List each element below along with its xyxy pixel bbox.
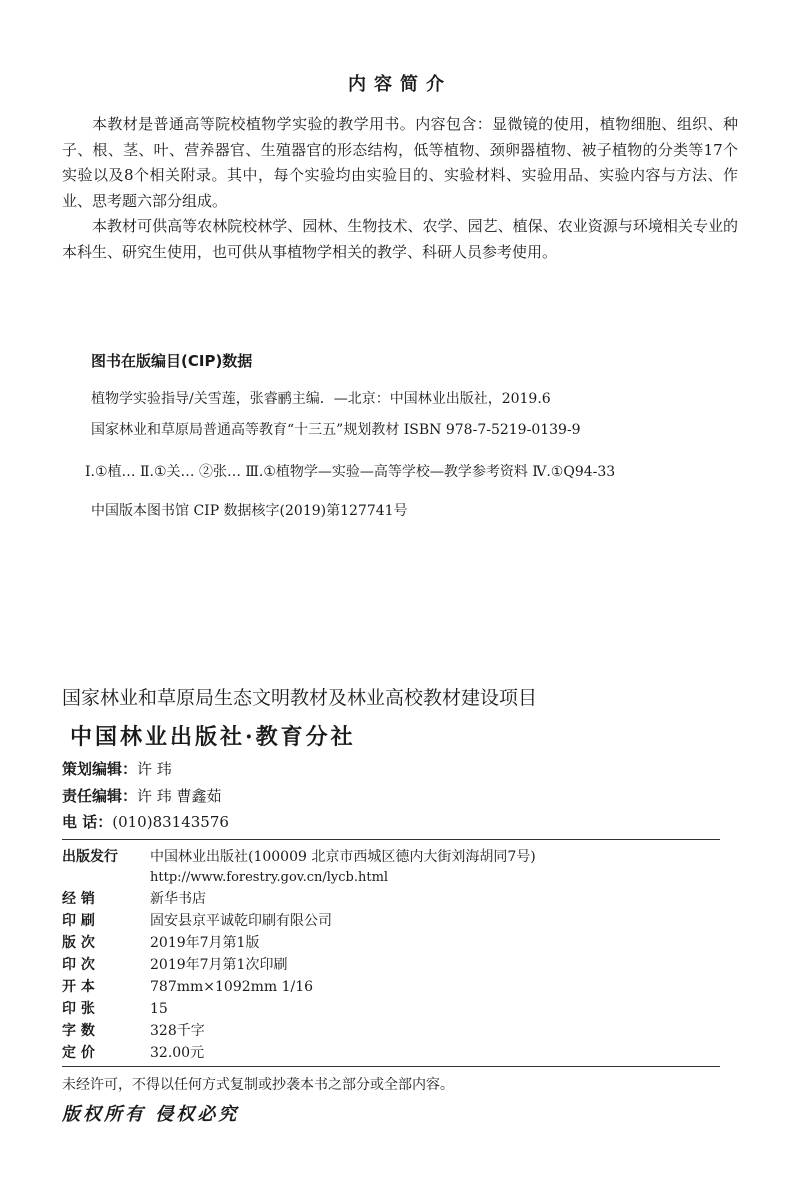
phone-value: (010)83143576 (112, 813, 229, 831)
summary-title: 内容简介 (348, 74, 452, 95)
divider (62, 1066, 720, 1067)
spec-value: 328千字 (150, 1023, 205, 1039)
phone-label: 电 话： (62, 813, 113, 831)
spec-value: 新华书店 (150, 891, 206, 907)
cip-line: 中国版本图书馆 CIP 数据核字(2019)第127741号 (91, 503, 408, 519)
editor-label: 策划编辑： (62, 760, 138, 778)
cip-heading: 图书在版编目(CIP)数据 (91, 352, 253, 370)
spec-key: 出版发行 (62, 849, 118, 865)
spec-row-distributor (62, 889, 206, 909)
editor-value: 许 玮 曹鑫茹 (137, 787, 222, 805)
spec-row-format (62, 977, 313, 997)
spec-key: 经 销 (62, 891, 95, 907)
cip-line: Ⅰ.①植… Ⅱ.①关… ②张… Ⅲ.①植物学—实验—高等学校—教学参考资料 Ⅳ.①Q94-33 (85, 464, 616, 480)
spec-value: 2019年7月第1次印刷 (150, 957, 288, 973)
cip-line: 植物学实验指导/关雪莲，张睿鹂主编．—北京：中国林业出版社，2019.6 (91, 391, 551, 407)
spec-value: 32.00元 (150, 1045, 205, 1061)
spec-row-wordcount (62, 1021, 205, 1041)
rights-reserved: 版权所有 侵权必究 (62, 1104, 240, 1125)
spec-value: 15 (150, 1001, 168, 1017)
spec-key: 字 数 (62, 1023, 95, 1039)
spec-value: 787mm×1092mm 1/16 (150, 979, 314, 995)
spec-value: 2019年7月第1版 (150, 935, 260, 951)
spec-row-sheets (62, 999, 168, 1019)
summary-paragraph: 本教材可供高等农林院校林学、园林、生物技术、农学、园艺、植保、农业资源与环境相关专业的本科生、研究生使用，也可供从事植物学相关的教学、科研人员参考使用。 (62, 217, 738, 261)
divider (62, 839, 720, 840)
spec-key: 印 刷 (62, 913, 95, 929)
editor-value: 许 玮 (137, 760, 172, 778)
spec-key: 印 次 (62, 957, 95, 973)
spec-value: 固安县京平诚乾印刷有限公司 (150, 913, 332, 929)
spec-row-edition (62, 933, 259, 953)
spec-key: 开 本 (62, 979, 95, 995)
spec-key: 印 张 (62, 1001, 95, 1017)
editor-line (62, 758, 172, 779)
editor-label: 责任编辑： (62, 787, 138, 805)
publisher-url: http://www.forestry.gov.cn/lycb.html (150, 870, 389, 885)
publisher-name: 中国林业出版社·教育分社 (70, 724, 356, 750)
spec-key: 定 价 (62, 1045, 95, 1061)
summary-paragraph: 本教材是普通高等院校植物学实验的教学用书。内容包含：显微镜的使用，植物细胞、组织、种子、根、茎、叶、营养器官、生殖器官的形态结构，低等植物、颈卵器植物、被子植物的分类等17个实验以及8个相关附录。其中，每个实验均由实验目的、实验材料、实验用品、实验内容与方法、作业、思考题六部分组成。 (62, 115, 738, 210)
editor-line (62, 785, 222, 806)
phone-line (62, 811, 229, 832)
spec-row-publisher (62, 847, 536, 867)
copyright-notice: 未经许可，不得以任何方式复制或抄袭本书之部分或全部内容。 (62, 1077, 454, 1093)
spec-row-printing (62, 955, 287, 975)
spec-row-price (62, 1043, 204, 1063)
spec-row-printer (62, 911, 332, 931)
cip-line: 国家林业和草原局普通高等教育“十三五”规划教材 ISBN 978-7-5219-0139-9 (91, 422, 581, 438)
project-title: 国家林业和草原局生态文明教材及林业高校教材建设项目 (62, 687, 538, 709)
spec-value: 中国林业出版社(100009 北京市西城区德内大街刘海胡同7号) (150, 849, 536, 865)
spec-key: 版 次 (62, 935, 95, 951)
